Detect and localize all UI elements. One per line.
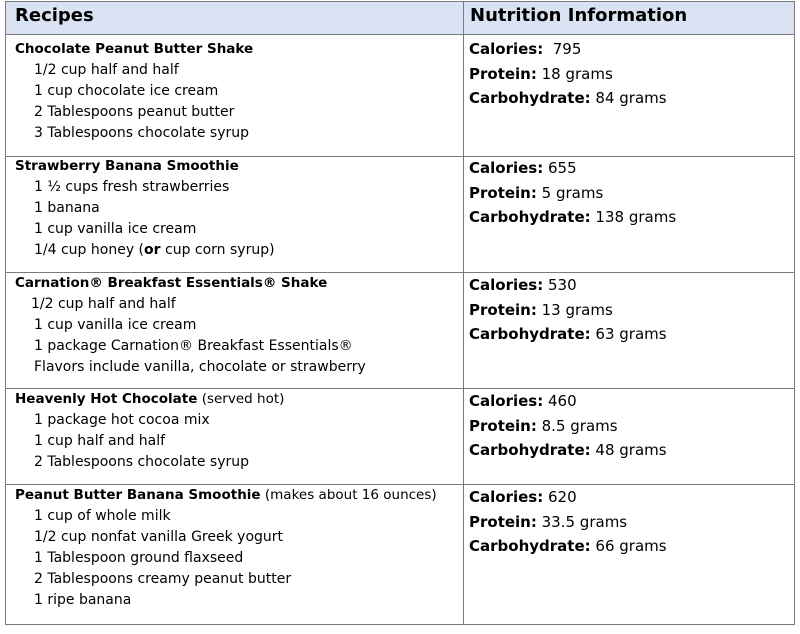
protein-line: Protein: 33.5 grams (469, 512, 628, 531)
ingredient-line: 1 package hot cocoa mix (34, 412, 210, 428)
recipe-title: Carnation® Breakfast Essentials® Shake (15, 275, 328, 291)
recipe-title: Heavenly Hot Chocolate (served hot) (15, 391, 285, 407)
nutrition-header: Nutrition Information (470, 5, 688, 26)
ingredient-line: 1 cup half and half (34, 433, 166, 449)
recipes-table (5, 1, 795, 625)
protein-line: Protein: 13 grams (469, 300, 613, 319)
carbohydrate-line: Carbohydrate: 84 grams (469, 89, 667, 107)
ingredient-line: 2 Tablespoons creamy peanut butter (34, 571, 292, 587)
calories-line: Calories: 655 (469, 159, 577, 177)
column-divider (463, 2, 464, 624)
ingredient-line: 3 Tablespoons chocolate syrup (34, 125, 250, 141)
recipe-cell-chocolate-peanut-butter-shake (15, 39, 253, 144)
carbohydrate-line: Carbohydrate: 48 grams (469, 441, 667, 459)
calories-line: Calories: 530 (469, 276, 577, 294)
protein-line: Protein: 18 grams (469, 64, 613, 83)
ingredient-line: Flavors include vanilla, chocolate or strawberry (34, 359, 366, 375)
carbohydrate-line: Carbohydrate: 66 grams (469, 537, 667, 555)
ingredient-line: 1 package Carnation® Breakfast Essentials® (34, 338, 353, 354)
ingredient-line: 2 Tablespoons peanut butter (34, 104, 235, 120)
ingredient-line: 1 cup chocolate ice cream (34, 83, 219, 99)
ingredient-line: 2 Tablespoons chocolate syrup (34, 454, 250, 470)
carbohydrate-line: Carbohydrate: 138 grams (469, 208, 677, 226)
calories-line: Calories: 620 (469, 488, 577, 506)
recipe-cell-strawberry-banana-smoothie (15, 156, 275, 261)
recipe-title: Strawberry Banana Smoothie (15, 158, 239, 174)
carbohydrate-line: Carbohydrate: 63 grams (469, 325, 667, 343)
calories-line: Calories: 795 (469, 40, 582, 58)
nutrition-cell (469, 389, 667, 463)
ingredient-line: 1 ripe banana (34, 592, 132, 608)
row-divider (6, 34, 794, 35)
ingredient-line: 1 cup vanilla ice cream (34, 221, 197, 237)
nutrition-cell (469, 37, 667, 111)
ingredient-line: 1 ½ cups fresh strawberries (34, 179, 230, 195)
ingredient-line: 1 cup of whole milk (34, 508, 171, 524)
ingredient-line: 1 banana (34, 200, 100, 216)
recipe-cell-heavenly-hot-chocolate (15, 389, 284, 473)
recipe-title: Chocolate Peanut Butter Shake (15, 41, 254, 57)
recipe-title: Peanut Butter Banana Smoothie (makes about 16 ounces) (15, 487, 437, 503)
recipes-header: Recipes (15, 5, 94, 26)
nutrition-cell (469, 485, 667, 559)
protein-line: Protein: 8.5 grams (469, 416, 618, 435)
ingredient-line: 1/2 cup nonfat vanilla Greek yogurt (34, 529, 284, 545)
ingredient-line: 1 Tablespoon ground flaxseed (34, 550, 244, 566)
ingredient-line: 1/4 cup honey (or cup corn syrup) (34, 242, 275, 258)
ingredient-line: 1/2 cup half and half (31, 296, 176, 312)
protein-line: Protein: 5 grams (469, 183, 604, 202)
nutrition-cell (469, 273, 667, 347)
recipe-cell-peanut-butter-banana-smoothie (15, 485, 437, 611)
ingredient-line: 1 cup vanilla ice cream (34, 317, 197, 333)
table-header (6, 2, 794, 34)
recipe-cell-carnation-shake (15, 273, 366, 378)
ingredient-line: 1/2 cup half and half (34, 62, 179, 78)
nutrition-cell (469, 156, 676, 230)
calories-line: Calories: 460 (469, 392, 577, 410)
